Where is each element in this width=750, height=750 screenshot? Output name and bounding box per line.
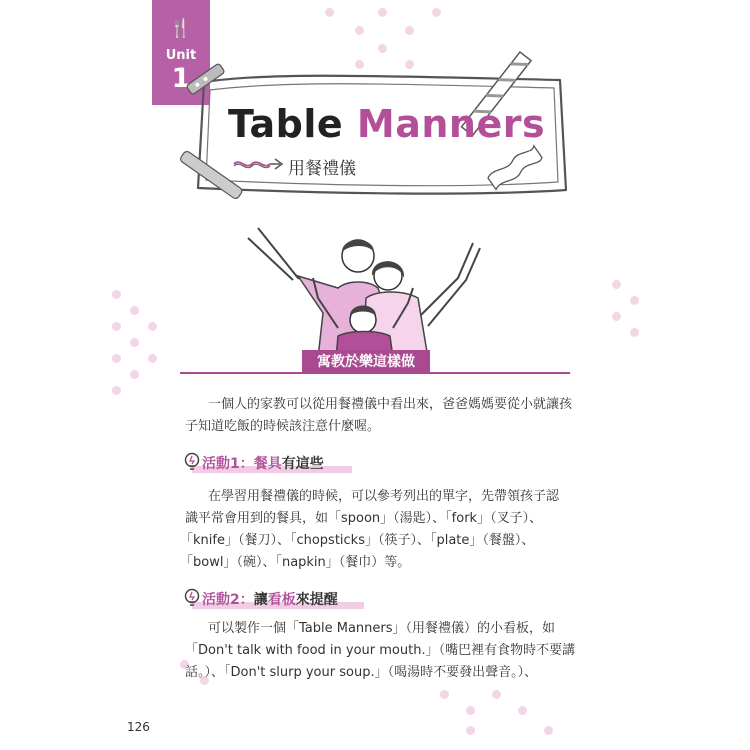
unit-number: 1 <box>171 63 191 94</box>
activity-2-line-3: 話。）、「Don't slurp your soup.」（喝湯時不要發出聲音。）、 <box>185 665 538 680</box>
activity-2-keyword: 看板 <box>267 592 296 608</box>
activity-2-heading <box>202 589 338 609</box>
activity-1-keyword: 餐具 <box>253 456 282 472</box>
intro-line-1: 一個人的家教可以從用餐禮儀中看出來，爸爸媽媽要從小就讓孩 <box>208 397 573 412</box>
lightbulb-icon <box>182 452 202 472</box>
section-heading: 寓教於樂這樣做 <box>302 350 430 374</box>
activity-1-suffix: 有這些 <box>281 456 324 472</box>
activity-1-prefix: 活動1： <box>202 456 254 472</box>
arrow-icon <box>232 156 284 172</box>
cutlery-icon: 🍴 <box>169 18 193 39</box>
activity-2-pre-keyword: 讓 <box>253 592 268 608</box>
activity-2-prefix: 活動2： <box>202 592 254 608</box>
lightbulb-icon <box>182 588 202 608</box>
page-subtitle: 用餐禮儀 <box>288 159 356 179</box>
activity-1-line-3: 「knife」（餐刀）、「chopsticks」（筷子）、「plate」（餐盤）、 <box>180 533 535 548</box>
page-number: 126 <box>127 720 150 734</box>
activity-1-line-1: 在學習用餐禮儀的時候，可以參考列出的單字，先帶領孩子認 <box>208 489 560 504</box>
title-part-2: Manners <box>356 102 546 146</box>
family-cheering-illustration <box>238 218 488 358</box>
activity-2-line-1: 可以製作一個「Table Manners」（用餐禮儀）的小看板，如 <box>208 621 556 636</box>
activity-1-line-4: 「bowl」（碗）、「napkin」（餐巾）等。 <box>180 555 411 570</box>
activity-1-heading <box>202 453 324 473</box>
activity-2-line-2: 「Don't talk with food in your mouth.」（嘴巴裡有食物時不要講 <box>185 643 576 658</box>
unit-label: Unit <box>165 48 197 63</box>
page-title <box>228 102 548 146</box>
title-part-1: Table <box>228 102 344 146</box>
activity-2-suffix: 來提醒 <box>295 592 338 608</box>
intro-line-2: 子知道吃飯的時候該注意什麼喔。 <box>185 419 381 434</box>
activity-1-line-2: 識平常會用到的餐具，如「spoon」（湯匙）、「fork」（叉子）、 <box>185 511 543 526</box>
